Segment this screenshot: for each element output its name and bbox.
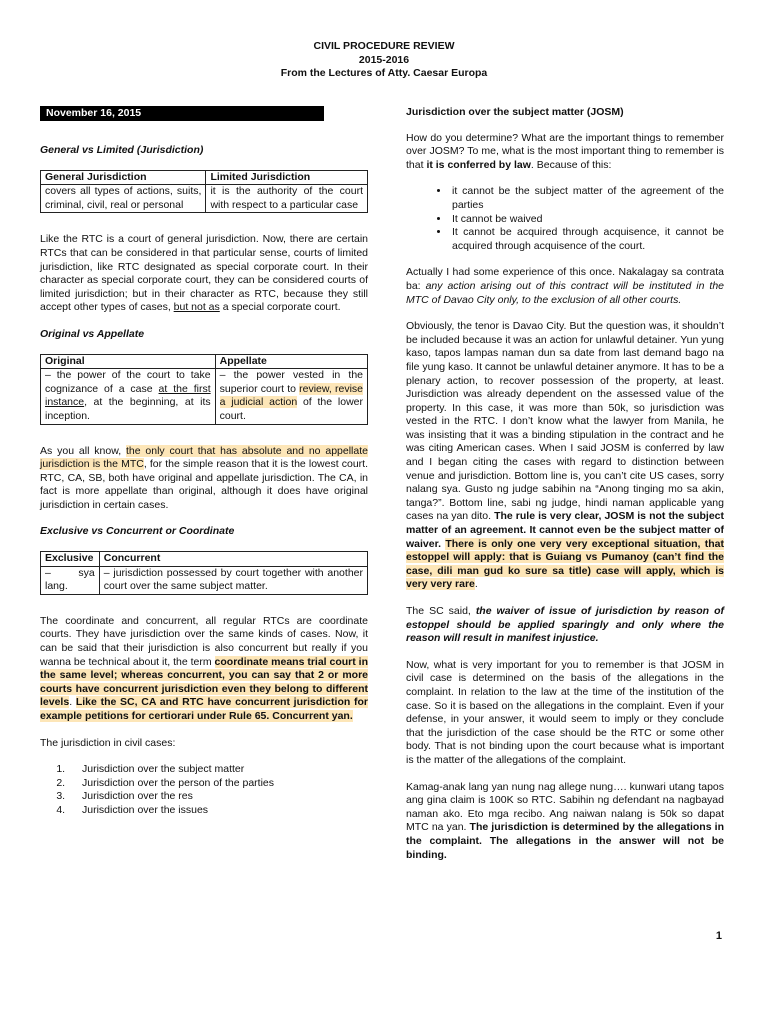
text-span: Actually I had some experience of this once. Nakalagay sa contrata ba: bbox=[406, 266, 724, 292]
paragraph-mtc bbox=[40, 445, 368, 513]
paragraph-allegations: Now, what is very important for you to remember is that JOSM in civil case is determined on the basis of the allegations in the complaint. In relation to the law at the time of the institution of the case. So it is based on the allegations in the complaint. Even if your defense, in your answer, it would seem to imply or they conclude that the jurisdiction of the case should be the RTC or some other body. That is not binding upon the court because what is important is the matter of the allegations of the complaint. bbox=[406, 658, 724, 766]
table-original-appellate bbox=[40, 354, 368, 425]
highlighted-text: the only court that has absolute and no appellate jurisdiction is the MTC bbox=[40, 444, 368, 471]
paragraph-coordinate-concurrent bbox=[40, 615, 368, 724]
paragraph-rtc-general bbox=[40, 233, 368, 315]
paragraph-contract-experience bbox=[406, 266, 724, 307]
highlighted-bold-text: There is only one very very exceptional situation, that estoppel will apply: that is Guiang vs Pumanoy (can’t find the case, dili man gud ko sure sa title) case will apply, which is very very rare bbox=[406, 537, 724, 591]
list-item: • It cannot be waived bbox=[450, 213, 724, 227]
table-header-limited: Limited Jurisdiction bbox=[206, 170, 368, 185]
section-heading-general-limited: General vs Limited (Jurisdiction) bbox=[40, 144, 204, 156]
jurisdiction-list bbox=[40, 763, 368, 817]
table-header-concurrent: Concurrent bbox=[99, 552, 367, 567]
list-item: 2. Jurisdiction over the person of the parties bbox=[68, 777, 368, 791]
paragraph-kamag-anak bbox=[406, 781, 724, 863]
section-heading-original-appellate: Original vs Appellate bbox=[40, 327, 145, 340]
text-span: How do you determine? What are the important things to remember over JOSM? To me, what is the most important thing to remember is that bbox=[406, 131, 724, 171]
highlighted-bold-text: Like the SC, CA and RTC have concurrent jurisdiction for example petitions for certiorari under Rule 65. Concurrent yan. bbox=[40, 696, 368, 722]
text-span: . bbox=[474, 578, 478, 591]
bold-text: The rule is very clear, JOSM is not the subject matter of an agreement. It cannot even be the subject matter of waiver. bbox=[406, 510, 724, 550]
table-exclusive-concurrent bbox=[40, 551, 368, 595]
text-span: a special corporate court. bbox=[219, 301, 341, 314]
text-span: Obviously, the tenor is Davao City. But the question was, it shouldn’t be included because it was an action for unlawful detainer. Yun yung kaso, tapos lampas naman dun sa date from last demand bago na file yung kaso. It cannot be unlawful detainer anymore. It has to be a plenary action, to recover possession of the property, at least. Jurisdiction was already dependent on the assessed value of the property. In this case, it was more than 50k, so jurisdiction was vested in the RTC. I don’t know what the lawyer from Manila, he was insisting that it was a binding stipulation in the contract and he was citing American cases. When I said JOSM is conferred by law and I began citing the cases with regard to distinction between venue and jurisdiction. Bottom line is, you can’t cite US cases, sorry nalang sya. Gusto ng judge sabihin na “Anong tinging mo sa akin, tanga?”. Bottom line, sabi ng judge, hindi naman applicable yang cases na yan dito. bbox=[406, 320, 724, 523]
text-span: The SC said, bbox=[406, 605, 476, 617]
table-cell-exclusive: – sya lang. bbox=[41, 566, 100, 594]
table-cell-concurrent: – jurisdiction possessed by court together with another court over the same subject matter. bbox=[99, 566, 367, 594]
section-heading-josm: Jurisdiction over the subject matter (JOSM) bbox=[406, 106, 624, 118]
text-span: of the lower court. bbox=[219, 396, 363, 422]
right-column bbox=[406, 106, 724, 875]
text-span: As you all know, bbox=[40, 444, 126, 457]
header-title: CIVIL PROCEDURE REVIEW bbox=[313, 40, 455, 52]
header-byline: From the Lectures of Atty. Caesar Europa bbox=[280, 67, 488, 79]
date-bar: November 16, 2015 bbox=[40, 106, 324, 121]
page-number: 1 bbox=[715, 930, 722, 942]
list-item: 1. Jurisdiction over the subject matter bbox=[68, 763, 368, 777]
table-cell-general: covers all types of actions, suits, criminal, civil, real or personal bbox=[41, 185, 206, 213]
table-header-appellate: Appellate bbox=[215, 354, 367, 369]
document-header bbox=[0, 40, 768, 81]
text-span: Kamag-anak lang yan nung nag allege nung…. kunwari utang tapos ang gina claim is 100K so RTC. Sabihin ng defendant na nagbayad naman ako. Eto mga recibo. Ang naiwan nalang is 50k so dapat MTC na yan. bbox=[406, 780, 724, 834]
table-header-general: General Jurisdiction bbox=[41, 170, 206, 185]
table-cell-appellate bbox=[215, 369, 367, 424]
paragraph-sc-waiver bbox=[406, 605, 724, 646]
table-cell-limited: it is the authority of the court with respect to a particular case bbox=[206, 185, 368, 213]
bold-text: The jurisdiction is determined by the allegations in the complaint. The allegations in the answer will not be binding. bbox=[406, 821, 724, 861]
list-item: 4. Jurisdiction over the issues bbox=[68, 804, 368, 818]
text-span: . Because of this: bbox=[530, 158, 612, 171]
underlined-text: but not as bbox=[173, 301, 220, 314]
paragraph-civil-jurisdiction-intro: The jurisdiction in civil cases: bbox=[40, 736, 176, 749]
section-heading-exclusive-concurrent: Exclusive vs Concurrent or Coordinate bbox=[40, 525, 235, 538]
table-header-exclusive: Exclusive bbox=[41, 552, 100, 567]
table-cell-original bbox=[41, 369, 216, 424]
bold-text: it is conferred by law bbox=[426, 158, 531, 171]
paragraph-josm-intro bbox=[406, 132, 724, 173]
underlined-text: at the first instance bbox=[45, 382, 211, 409]
table-general-limited bbox=[40, 170, 368, 214]
left-column bbox=[40, 106, 368, 818]
list-item: • It cannot be acquired through acquisence, it cannot be acquired through acquisence of the court. bbox=[450, 226, 724, 253]
text-span: . bbox=[69, 696, 76, 709]
bold-italic-text: the waiver of issue of jurisdiction by reason of estoppel should be applied sparingly and only where the reason will result in manifest injustice. bbox=[406, 605, 724, 645]
header-years: 2015-2016 bbox=[358, 53, 410, 66]
text-span: , at the beginning, at its inception. bbox=[45, 396, 211, 422]
list-item: • it cannot be the subject matter of the agreement of the parties bbox=[450, 185, 724, 212]
text-span: Like the RTC is a court of general jurisdiction. Now, there are certain RTCs that can be considered in that particular sense, courts of limited jurisdiction, like RTC designated as special corporate court. In their character as special corporate court, they can be considered courts of limited jurisdiction; but in their character as RTC, because they still accept other types of cases, bbox=[40, 233, 368, 314]
josm-bullet-list bbox=[406, 185, 724, 253]
highlighted-bold-text: coordinate means trial court in the same level; whereas concurrent, you can say that 2 or more courts have concurrent jurisdiction even they belong to different levels bbox=[40, 655, 369, 709]
text-span: The coordinate and concurrent, all regular RTCs are coordinate courts. They have jurisdiction over the same kinds of cases. Now, it can be said that their jurisdiction is also concurrent but really if you wanna be technical about it, the term bbox=[40, 614, 368, 668]
italic-text: any action arising out of this contract will be instituted in the MTC of Davao City only, to the exclusion of all other courts. bbox=[406, 279, 725, 306]
paragraph-davao-case bbox=[406, 320, 724, 592]
list-item: 3. Jurisdiction over the res bbox=[68, 790, 368, 804]
highlighted-text: review, revise a judicial action bbox=[219, 382, 363, 409]
text-span: – the power vested in the superior court to bbox=[219, 369, 363, 395]
text-span: – the power of the court to take cognizance of a case bbox=[45, 369, 211, 395]
text-span: , for the simple reason that it is the lowest court. RTC, CA, SB, both have original and appellate jurisdiction. The CA, in fact is more appellate than original, although it does have original jurisdiction in certain cases. bbox=[40, 458, 368, 511]
table-header-original: Original bbox=[41, 354, 216, 369]
